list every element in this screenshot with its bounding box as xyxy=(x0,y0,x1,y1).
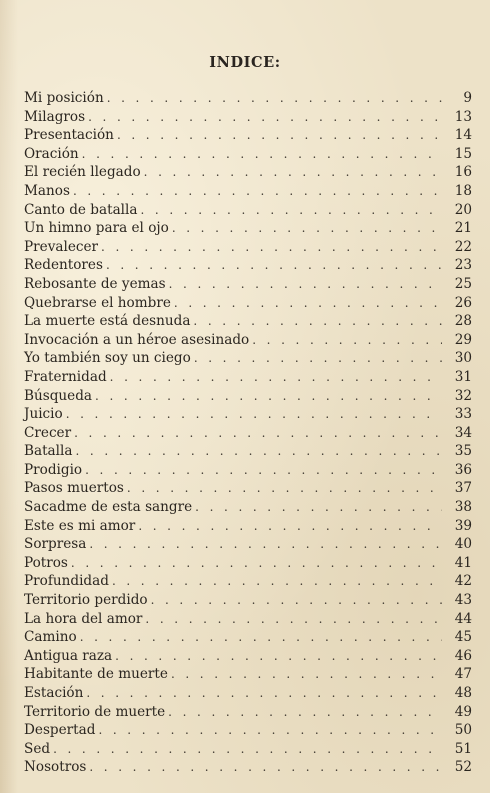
table-of-contents xyxy=(24,89,472,777)
toc-entry xyxy=(24,145,472,164)
toc-entry xyxy=(24,684,472,703)
toc-entry-page-number: 23 xyxy=(454,257,472,274)
toc-entry-title: Prevalecer xyxy=(24,238,99,255)
dot-leader xyxy=(145,610,442,629)
toc-entry-title: Crecer xyxy=(24,424,72,441)
index-heading: INDICE: xyxy=(209,54,281,71)
toc-entry-title: Batalla xyxy=(24,443,73,460)
dot-leader xyxy=(101,238,442,257)
toc-entry-title: Prodigio xyxy=(24,461,83,478)
dot-leader xyxy=(115,647,442,666)
toc-entry xyxy=(24,721,472,740)
dot-leader xyxy=(193,312,442,331)
toc-entry-page-number: 30 xyxy=(454,350,472,367)
toc-entry xyxy=(24,424,472,443)
toc-entry-title: Territorio perdido xyxy=(24,592,148,609)
toc-entry-page-number: 20 xyxy=(454,201,472,218)
dot-leader xyxy=(82,145,442,164)
toc-entry xyxy=(24,740,472,759)
toc-entry xyxy=(24,368,472,387)
toc-entry-title: Sed xyxy=(24,740,51,757)
dot-leader xyxy=(85,461,442,480)
toc-entry xyxy=(24,479,472,498)
toc-entry xyxy=(24,591,472,610)
toc-entry xyxy=(24,498,472,517)
toc-entry-page-number: 9 xyxy=(463,90,472,106)
toc-entry-page-number: 45 xyxy=(454,629,472,646)
toc-entry-page-number: 36 xyxy=(454,461,472,478)
toc-entry-page-number: 38 xyxy=(454,499,472,516)
toc-entry xyxy=(24,461,472,480)
toc-entry-page-number: 34 xyxy=(454,424,472,441)
toc-entry xyxy=(24,331,472,350)
toc-entry-page-number: 40 xyxy=(454,536,472,553)
toc-entry-page-number: 26 xyxy=(454,294,472,311)
dot-leader xyxy=(66,405,442,424)
dot-leader xyxy=(144,163,442,182)
toc-entry xyxy=(24,610,472,629)
toc-entry xyxy=(24,387,472,406)
toc-entry xyxy=(24,238,472,257)
toc-entry-page-number: 29 xyxy=(454,331,472,348)
toc-entry-page-number: 22 xyxy=(454,238,472,255)
toc-entry-title: Invocación a un héroe asesinado xyxy=(24,331,250,348)
toc-entry xyxy=(24,294,472,313)
toc-entry-title: Búsqueda xyxy=(24,387,93,404)
dot-leader xyxy=(140,201,442,220)
toc-entry-title: Habitante de muerte xyxy=(24,666,168,683)
toc-entry-page-number: 15 xyxy=(454,145,472,162)
toc-entry-title: Estación xyxy=(24,685,84,701)
toc-entry-page-number: 25 xyxy=(454,275,472,292)
dot-leader xyxy=(98,721,442,740)
toc-entry-page-number: 52 xyxy=(454,759,472,776)
toc-entry-page-number: 31 xyxy=(454,368,472,385)
dot-leader xyxy=(89,535,442,554)
dot-leader xyxy=(53,740,442,759)
dot-leader xyxy=(169,275,442,294)
toc-entry-title: Sacadme de esta sangre xyxy=(24,499,193,516)
toc-entry-page-number: 43 xyxy=(454,592,472,609)
toc-entry-title: La hora del amor xyxy=(24,610,143,627)
toc-entry-title: La muerte está desnuda xyxy=(24,313,191,330)
toc-entry-page-number: 41 xyxy=(454,554,472,571)
toc-entry-title: Un himno para el ojo xyxy=(24,220,169,237)
toc-entry xyxy=(24,572,472,591)
dot-leader xyxy=(117,126,442,145)
dot-leader xyxy=(74,424,442,443)
toc-entry-title: Yo también soy un ciego xyxy=(24,350,191,367)
toc-entry-title: Este es mi amor xyxy=(24,517,136,534)
toc-entry-title: Manos xyxy=(24,182,70,199)
dot-leader xyxy=(112,572,442,591)
toc-entry xyxy=(24,312,472,331)
toc-entry xyxy=(24,758,472,777)
dot-leader xyxy=(107,89,442,108)
toc-entry-page-number: 33 xyxy=(454,406,472,423)
toc-entry xyxy=(24,703,472,722)
dot-leader xyxy=(89,758,442,777)
dot-leader xyxy=(71,554,442,573)
toc-entry xyxy=(24,163,472,182)
toc-entry-title: Profundidad xyxy=(24,573,109,590)
toc-entry-page-number: 16 xyxy=(454,164,472,181)
toc-entry-title: Juicio xyxy=(24,406,63,423)
toc-entry-title: El recién llegado xyxy=(24,164,141,181)
toc-entry-title: Pasos muertos xyxy=(24,480,124,497)
toc-entry-page-number: 14 xyxy=(454,127,472,144)
toc-entry-title: Quebrarse el hombre xyxy=(24,294,171,311)
dot-leader xyxy=(172,219,442,238)
toc-entry-page-number: 32 xyxy=(454,387,472,404)
toc-entry xyxy=(24,219,472,238)
toc-entry-page-number: 44 xyxy=(454,610,472,627)
toc-entry-title: Canto de batalla xyxy=(24,201,138,218)
dot-leader xyxy=(194,349,442,368)
toc-entry xyxy=(24,89,472,108)
toc-entry-title: Rebosante de yemas xyxy=(24,275,166,292)
toc-entry xyxy=(24,535,472,554)
dot-leader xyxy=(95,387,442,406)
toc-entry-page-number: 50 xyxy=(454,722,472,739)
toc-entry-page-number: 18 xyxy=(454,182,472,199)
toc-entry-page-number: 51 xyxy=(454,740,472,757)
dot-leader xyxy=(127,479,442,498)
toc-entry-title: Antigua raza xyxy=(24,647,113,664)
dot-leader xyxy=(195,498,442,517)
toc-entry-title: Nosotros xyxy=(24,759,87,776)
toc-entry-title: Fraternidad xyxy=(24,368,107,385)
toc-entry-title: Despertad xyxy=(24,722,96,739)
toc-entry-page-number: 47 xyxy=(454,666,472,683)
toc-entry xyxy=(24,256,472,275)
dot-leader xyxy=(252,331,442,350)
toc-entry-title: Potros xyxy=(24,554,68,571)
toc-entry xyxy=(24,201,472,220)
toc-entry-page-number: 46 xyxy=(454,647,472,664)
dot-leader xyxy=(138,517,442,536)
toc-entry-page-number: 48 xyxy=(454,685,472,701)
toc-entry-page-number: 13 xyxy=(454,108,472,125)
dot-leader xyxy=(106,256,442,275)
dot-leader xyxy=(73,182,442,201)
toc-entry xyxy=(24,517,472,536)
toc-entry xyxy=(24,108,472,127)
toc-entry xyxy=(24,405,472,424)
toc-entry xyxy=(24,554,472,573)
toc-entry-page-number: 39 xyxy=(454,517,472,534)
toc-entry-title: Camino xyxy=(24,629,77,646)
dot-leader xyxy=(174,294,442,313)
toc-entry xyxy=(24,275,472,294)
dot-leader xyxy=(151,591,442,610)
dot-leader xyxy=(88,108,442,127)
toc-entry-page-number: 35 xyxy=(454,443,472,460)
toc-entry-page-number: 42 xyxy=(454,573,472,590)
toc-entry xyxy=(24,665,472,684)
toc-entry-title: Territorio de muerte xyxy=(24,703,166,720)
toc-entry xyxy=(24,182,472,201)
toc-entry-title: Presentación xyxy=(24,127,114,144)
toc-entry-title: Redentores xyxy=(24,257,103,274)
toc-entry-title: Milagros xyxy=(24,108,86,125)
dot-leader xyxy=(80,628,442,647)
toc-entry xyxy=(24,628,472,647)
toc-entry xyxy=(24,349,472,368)
toc-entry xyxy=(24,126,472,145)
dot-leader xyxy=(75,442,442,461)
toc-entry-page-number: 21 xyxy=(454,220,472,237)
dot-leader xyxy=(171,665,442,684)
toc-entry-title: Oración xyxy=(24,145,79,162)
toc-entry xyxy=(24,442,472,461)
toc-entry-page-number: 49 xyxy=(454,703,472,720)
toc-entry-title: Sorpresa xyxy=(24,536,87,553)
dot-leader xyxy=(86,684,442,703)
dot-leader xyxy=(110,368,442,387)
toc-entry-page-number: 28 xyxy=(454,313,472,330)
toc-entry-title: Mi posición xyxy=(24,90,104,106)
toc-entry-page-number: 37 xyxy=(454,480,472,497)
toc-entry xyxy=(24,647,472,666)
dot-leader xyxy=(168,703,442,722)
